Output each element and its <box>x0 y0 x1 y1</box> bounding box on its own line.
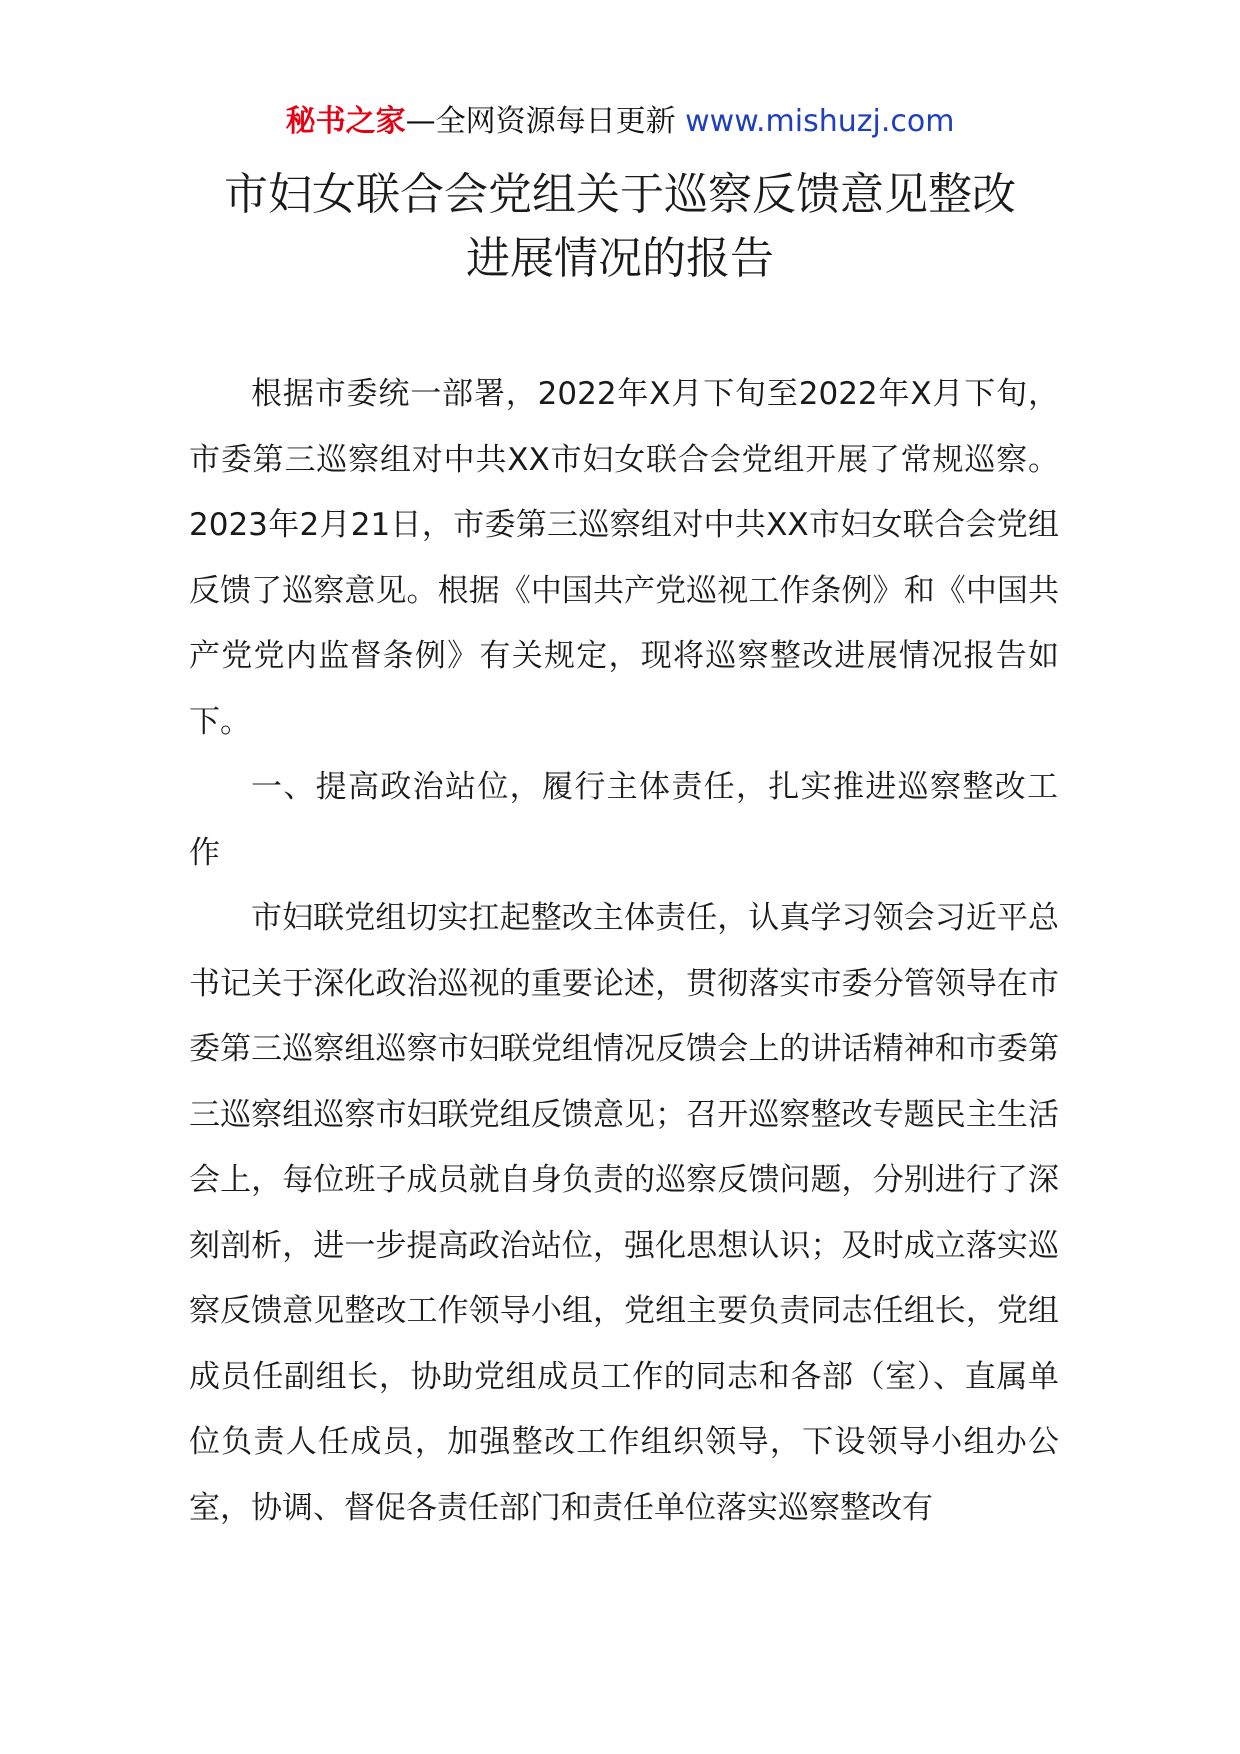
document-title <box>140 163 1100 291</box>
section-heading-1: 一、提高政治站位，履行主体责任，扎实推进巡察整改工作 <box>189 769 1059 871</box>
site-header <box>0 100 1240 144</box>
site-url-link[interactable]: www.mishuzj.com <box>685 104 955 139</box>
brand-name: 秘书之家 <box>285 104 406 139</box>
intro-paragraph: 根据市委统一部署，2022年X月下旬至2022年X月下旬，市委第三巡察组对中共XX市妇女联合会党组开展了常规巡察。2023年2月21日，市委第三巡察组对中共XX市妇女联合会党组反馈了巡察意见。根据《中国共产党巡视工作条例》和《中国共产党党内监督条例》有关规定，现将巡察整改进展情况报告如下。 <box>189 376 1059 740</box>
section-1-paragraph: 市妇联党组切实扛起整改主体责任，认真学习领会习近平总书记关于深化政治巡视的重要论述，贯彻落实市委分管领导在市委第三巡察组巡察市妇联党组情况反馈会上的讲话精神和市委第三巡察组巡察市妇联党组反馈意见；召开巡察整改专题民主生活会上，每位班子成员就自身负责的巡察反馈问题，分别进行了深刻剖析，进一步提高政治站位，强化思想认识；及时成立落实巡察反馈意见整改工作领导小组，党组主要负责同志任组长，党组成员任副组长，协助党组成员工作的同志和各部（室）、直属单位负责人任成员，加强整改工作组织领导，下设领导小组办公室，协调、督促各责任部门和责任单位落实巡察整改有 <box>189 900 1059 1526</box>
document-body <box>189 362 1059 1541</box>
header-tagline: —全网资源每日更新 <box>405 104 686 139</box>
document-title-line-2: 进展情况的报告 <box>466 233 774 284</box>
document-title-line-1: 市妇女联合会党组关于巡察反馈意见整改 <box>224 169 1016 220</box>
